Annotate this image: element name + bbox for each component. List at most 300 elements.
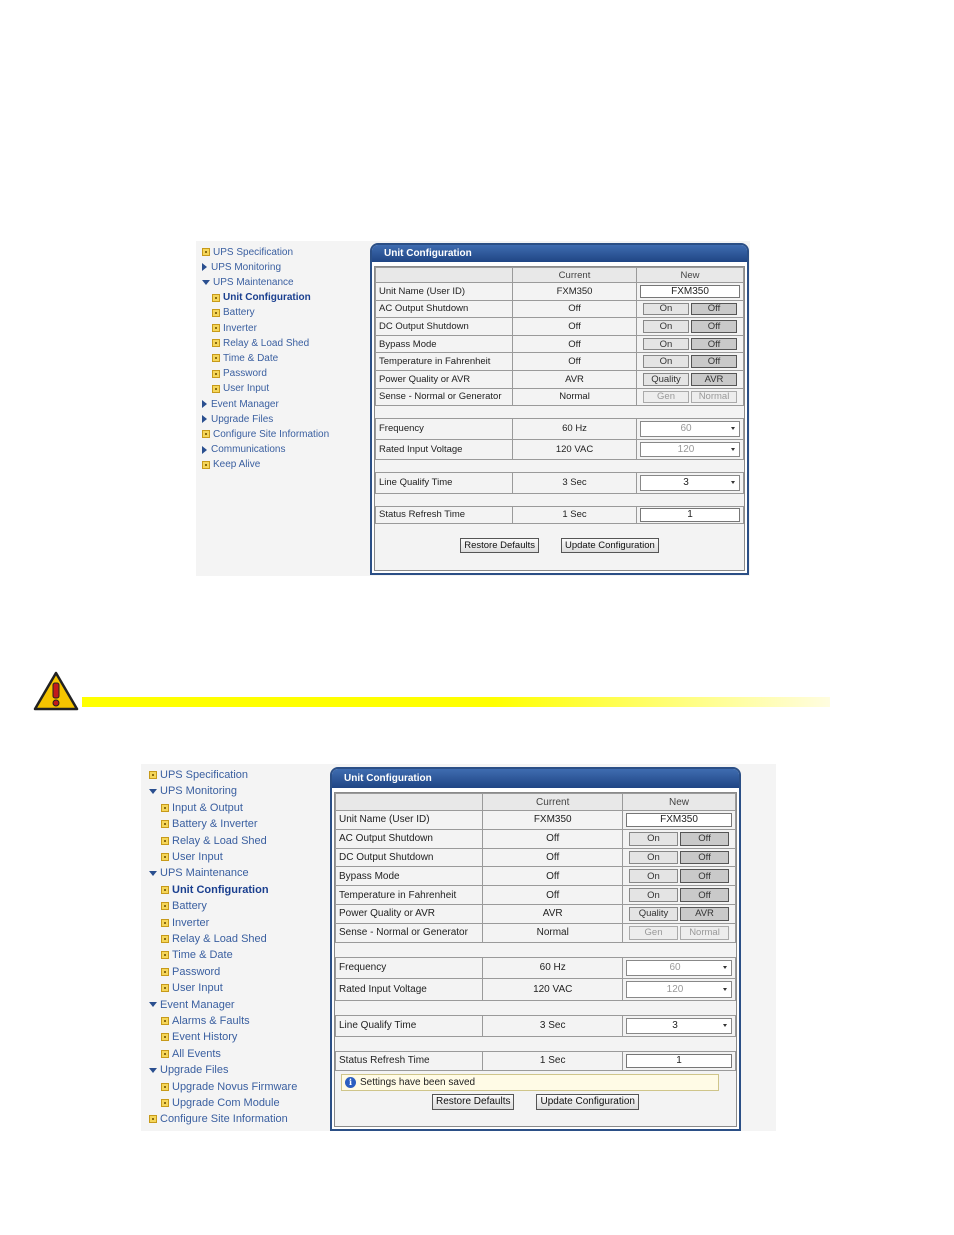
select-value: 120 — [677, 443, 695, 455]
config-table — [375, 267, 744, 524]
setting-label: Rated Input Voltage — [376, 439, 513, 460]
config-row-unit-name-user-id — [376, 283, 744, 301]
setting-label: Bypass Mode — [336, 867, 483, 886]
header-current: Current — [513, 268, 637, 283]
nav-item-label: UPS Specification — [213, 246, 294, 258]
nav-item-label: Relay & Load Shed — [223, 337, 310, 349]
config-form — [374, 266, 745, 571]
nav-item-ups-specification[interactable] — [202, 245, 293, 259]
setting-label: Temperature in Fahrenheit — [376, 353, 513, 371]
nav-item-label: All Events — [172, 1047, 221, 1060]
setting-label: Frequency — [336, 957, 483, 979]
nav-item-label: Password — [172, 965, 221, 978]
collapse-arrow-icon — [149, 871, 157, 876]
warning-bar — [82, 697, 830, 707]
config-row-frequency — [336, 957, 736, 979]
current-value: 1 Sec — [513, 506, 637, 524]
nav-item-label: Upgrade Novus Firmware — [172, 1080, 298, 1093]
setting-label: DC Output Shutdown — [336, 848, 483, 867]
page-bullet-icon — [212, 339, 220, 347]
nav-item-label: Time & Date — [223, 352, 279, 364]
nav-item-label: Upgrade Files — [211, 413, 274, 425]
setting-label: Status Refresh Time — [376, 506, 513, 524]
dropdown-arrow-icon — [723, 988, 727, 991]
setting-label: Status Refresh Time — [336, 1052, 483, 1071]
spacer-row — [336, 1037, 736, 1052]
update-configuration-button[interactable]: Update Configuration — [536, 1094, 639, 1110]
nav-item-label: Unit Configuration — [223, 292, 311, 304]
nav-item-label: Configure Site Information — [160, 1113, 288, 1126]
header-blank — [376, 268, 513, 283]
nav-item-label: Password — [223, 368, 267, 380]
spacer-cell — [336, 1037, 736, 1052]
value-select — [626, 981, 732, 998]
config-row-ac-output-shutdown — [336, 829, 736, 848]
current-value: Off — [513, 318, 637, 336]
config-row-sense-normal-or-generator — [336, 923, 736, 942]
toggle-group — [640, 355, 740, 368]
toggle-group — [626, 851, 732, 865]
nav-item-input-output[interactable] — [161, 801, 243, 815]
screenshot-2 — [141, 764, 776, 1131]
nav-item-time-date[interactable] — [161, 948, 233, 962]
nav-item-communications[interactable] — [202, 443, 285, 457]
current-value: Off — [483, 886, 623, 905]
on-toggle-button[interactable]: On — [643, 303, 689, 316]
nav-item-upgrade-files[interactable] — [149, 1063, 228, 1077]
nav-item-relay-load-shed[interactable] — [212, 336, 309, 350]
nav-item-label: User Input — [172, 982, 223, 995]
page-bullet-icon — [161, 968, 169, 976]
spacer-cell — [376, 493, 744, 506]
nav-item-ups-maintenance[interactable] — [149, 866, 249, 880]
config-row-unit-name-user-id — [336, 811, 736, 830]
nav-item-relay-load-shed[interactable] — [161, 834, 267, 848]
nav-item-user-input[interactable] — [161, 981, 223, 995]
new-value-cell — [623, 829, 736, 848]
config-row-line-qualify-time — [376, 473, 744, 494]
new-value-cell — [637, 318, 744, 336]
nav-item-label: Alarms & Faults — [172, 1015, 250, 1027]
nav-item-label: Communications — [211, 444, 286, 456]
config-row-status-refresh-time — [336, 1052, 736, 1071]
page-bullet-icon — [161, 919, 169, 927]
action-buttons — [335, 1094, 736, 1110]
off-toggle-button[interactable]: Off — [680, 888, 729, 902]
setting-label: Sense - Normal or Generator — [376, 388, 513, 406]
header-new: New — [623, 794, 736, 811]
new-value-cell — [637, 473, 744, 494]
dropdown-arrow-icon — [731, 427, 735, 430]
page-bullet-icon — [161, 951, 169, 959]
setting-label: Power Quality or AVR — [336, 904, 483, 923]
new-value-cell — [623, 904, 736, 923]
nav-item-upgrade-files[interactable] — [202, 412, 273, 426]
config-row-line-qualify-time — [336, 1015, 736, 1037]
status-message-text: Settings have been saved — [360, 1076, 476, 1088]
config-form — [334, 792, 737, 1127]
nav-item-upgrade-com-module[interactable] — [161, 1096, 280, 1110]
nav-item-upgrade-novus-firmware[interactable] — [161, 1080, 297, 1094]
current-value: AVR — [513, 370, 637, 388]
nav-item-label: UPS Maintenance — [160, 867, 249, 880]
unit-config-panel-1 — [370, 243, 749, 575]
select-value: 60 — [669, 962, 681, 974]
page-bullet-icon — [161, 1083, 169, 1091]
page-bullet-icon — [212, 294, 220, 302]
nav-item-battery[interactable] — [161, 899, 207, 913]
on-toggle-button[interactable]: On — [643, 355, 689, 368]
current-value: Normal — [483, 923, 623, 942]
nav-tree-1 — [202, 245, 367, 565]
nav-item-label: Configure Site Information — [213, 428, 330, 440]
off-toggle-button[interactable]: Off — [691, 303, 737, 316]
nav-item-inverter[interactable] — [212, 321, 257, 335]
page-bullet-icon — [161, 837, 169, 845]
page-bullet-icon — [212, 354, 220, 362]
nav-item-label: UPS Maintenance — [213, 276, 294, 288]
off-toggle-button[interactable]: Off — [691, 338, 737, 351]
nav-item-ups-maintenance[interactable] — [202, 275, 294, 289]
page-bullet-icon — [149, 771, 157, 779]
config-row-bypass-mode — [376, 335, 744, 353]
new-value-cell — [637, 335, 744, 353]
page-bullet-icon — [161, 853, 169, 861]
new-value-cell — [637, 283, 744, 301]
nav-item-label: Event Manager — [160, 998, 235, 1011]
nav-item-ups-monitoring[interactable] — [149, 784, 237, 798]
new-value-cell — [623, 979, 736, 1001]
nav-item-unit-configuration[interactable] — [161, 883, 269, 897]
nav-item-label: Relay & Load Shed — [172, 933, 267, 945]
page-bullet-icon — [161, 984, 169, 992]
nav-item-label: UPS Specification — [160, 769, 249, 781]
setting-label: Bypass Mode — [376, 335, 513, 353]
dropdown-arrow-icon — [731, 448, 735, 451]
toggle-group — [626, 907, 732, 921]
nav-item-label: Inverter — [172, 916, 210, 929]
action-buttons — [375, 538, 744, 553]
table-header-row — [336, 794, 736, 811]
nav-item-event-manager[interactable] — [202, 397, 279, 411]
collapse-arrow-icon — [149, 1068, 157, 1073]
avr-toggle-button[interactable]: AVR — [680, 907, 729, 921]
page-bullet-icon — [149, 1115, 157, 1123]
setting-label: Unit Name (User ID) — [376, 283, 513, 301]
dropdown-arrow-icon — [723, 966, 727, 969]
new-value-cell — [637, 419, 744, 440]
config-row-bypass-mode — [336, 867, 736, 886]
new-value-cell — [623, 1052, 736, 1071]
current-value: 3 Sec — [483, 1015, 623, 1037]
on-toggle-button[interactable]: On — [629, 851, 678, 865]
toggle-group — [640, 320, 740, 333]
current-value: Off — [513, 353, 637, 371]
header-current: Current — [483, 794, 623, 811]
collapse-arrow-icon — [149, 1002, 157, 1007]
toggle-group — [626, 926, 732, 940]
nav-item-unit-configuration[interactable] — [212, 291, 311, 305]
setting-label: AC Output Shutdown — [376, 300, 513, 318]
nav-item-label: Battery — [223, 307, 255, 319]
header-new: New — [637, 268, 744, 283]
current-value: Off — [483, 829, 623, 848]
setting-label: Power Quality or AVR — [376, 370, 513, 388]
new-value-cell — [637, 388, 744, 406]
new-value-cell — [623, 923, 736, 942]
setting-label: Temperature in Fahrenheit — [336, 886, 483, 905]
quality-toggle-button[interactable]: Quality — [629, 907, 678, 921]
setting-label: Rated Input Voltage — [336, 979, 483, 1001]
config-row-status-refresh-time — [376, 506, 744, 524]
info-icon: i — [345, 1077, 356, 1088]
off-toggle-button[interactable]: Off — [691, 320, 737, 333]
nav-item-all-events[interactable] — [161, 1047, 221, 1061]
setting-label: Line Qualify Time — [376, 473, 513, 494]
nav-item-label: Event History — [172, 1031, 238, 1044]
select-value: 3 — [683, 477, 689, 489]
current-value: Off — [483, 867, 623, 886]
nav-item-label: Inverter — [223, 322, 257, 334]
nav-item-event-manager[interactable] — [149, 998, 235, 1012]
page-bullet-icon — [212, 385, 220, 393]
gen-toggle-button: Gen — [643, 391, 689, 404]
on-toggle-button[interactable]: On — [643, 338, 689, 351]
off-toggle-button[interactable]: Off — [680, 832, 729, 846]
new-value-cell — [623, 811, 736, 830]
page-bullet-icon — [202, 430, 210, 438]
page-bullet-icon — [161, 804, 169, 812]
expand-arrow-icon — [202, 415, 207, 423]
spacer-row — [376, 460, 744, 473]
config-row-temperature-in-fahrenheit — [336, 886, 736, 905]
spacer-cell — [376, 406, 744, 419]
toggle-group — [640, 303, 740, 316]
page-bullet-icon — [161, 1017, 169, 1025]
nav-item-battery[interactable] — [212, 306, 255, 320]
spacer-cell — [336, 942, 736, 957]
setting-label: DC Output Shutdown — [376, 318, 513, 336]
setting-label: Frequency — [376, 419, 513, 440]
config-row-sense-normal-or-generator — [376, 388, 744, 406]
new-value-cell — [637, 439, 744, 460]
page-bullet-icon — [212, 370, 220, 378]
new-value-cell — [637, 300, 744, 318]
nav-item-label: User Input — [223, 383, 270, 395]
screenshot-1 — [196, 241, 750, 576]
header-blank — [336, 794, 483, 811]
nav-item-label: Time & Date — [172, 949, 233, 962]
nav-item-label: Unit Configuration — [172, 883, 269, 896]
page-bullet-icon — [212, 309, 220, 317]
current-value: 60 Hz — [513, 419, 637, 440]
panel-title: Unit Configuration — [372, 245, 747, 262]
status-message — [341, 1074, 719, 1091]
nav-item-label: Input & Output — [172, 801, 243, 814]
new-value-input[interactable]: FXM350 — [640, 285, 740, 299]
page-bullet-icon — [161, 1050, 169, 1058]
config-row-temperature-in-fahrenheit — [376, 353, 744, 371]
current-value: 120 VAC — [513, 439, 637, 460]
restore-defaults-button[interactable]: Restore Defaults — [460, 538, 539, 553]
config-row-frequency — [376, 419, 744, 440]
page-bullet-icon — [161, 886, 169, 894]
new-value-cell — [637, 370, 744, 388]
new-value-cell — [637, 506, 744, 524]
setting-label: AC Output Shutdown — [336, 829, 483, 848]
config-row-power-quality-or-avr — [376, 370, 744, 388]
normal-toggle-button: Normal — [680, 926, 729, 940]
off-toggle-button[interactable]: Off — [680, 851, 729, 865]
nav-item-battery-inverter[interactable] — [161, 817, 258, 831]
update-configuration-button[interactable]: Update Configuration — [561, 538, 659, 553]
collapse-arrow-icon — [202, 280, 210, 285]
expand-arrow-icon — [202, 263, 207, 271]
current-value: Off — [513, 300, 637, 318]
new-value-input[interactable]: 1 — [626, 1054, 732, 1069]
current-value: FXM350 — [513, 283, 637, 301]
nav-item-label: User Input — [172, 851, 223, 863]
nav-item-user-input[interactable] — [212, 382, 269, 396]
page-bullet-icon — [161, 1099, 169, 1107]
nav-item-ups-specification[interactable] — [149, 768, 248, 782]
nav-item-event-history[interactable] — [161, 1030, 237, 1044]
off-toggle-button[interactable]: Off — [691, 355, 737, 368]
select-value: 3 — [672, 1020, 678, 1032]
config-row-dc-output-shutdown — [376, 318, 744, 336]
panel-title: Unit Configuration — [332, 769, 739, 788]
value-select — [640, 421, 740, 437]
new-value-cell — [623, 848, 736, 867]
toggle-group — [626, 832, 732, 846]
page-bullet-icon — [212, 324, 220, 332]
nav-item-inverter[interactable] — [161, 916, 209, 930]
table-header-row — [376, 268, 744, 283]
new-value-input[interactable]: FXM350 — [626, 813, 732, 828]
spacer-row — [336, 1000, 736, 1015]
unit-config-panel-2 — [330, 767, 741, 1131]
nav-item-relay-load-shed[interactable] — [161, 932, 267, 946]
toggle-group — [640, 338, 740, 351]
value-select — [626, 960, 732, 977]
nav-item-label: Event Manager — [211, 398, 279, 410]
current-value: Off — [483, 848, 623, 867]
nav-item-label: Battery — [172, 900, 207, 913]
current-value: 3 Sec — [513, 473, 637, 494]
collapse-arrow-icon — [149, 789, 157, 794]
page-bullet-icon — [161, 935, 169, 943]
off-toggle-button[interactable]: Off — [680, 869, 729, 883]
current-value: 120 VAC — [483, 979, 623, 1001]
nav-item-label: Upgrade Files — [160, 1064, 229, 1077]
config-row-dc-output-shutdown — [336, 848, 736, 867]
on-toggle-button[interactable]: On — [643, 320, 689, 333]
nav-item-label: Battery & Inverter — [172, 818, 258, 831]
value-select[interactable] — [626, 1018, 732, 1035]
nav-item-password[interactable] — [161, 965, 220, 979]
current-value: Normal — [513, 388, 637, 406]
value-select — [640, 442, 740, 458]
toggle-group — [626, 888, 732, 902]
gen-toggle-button: Gen — [629, 926, 678, 940]
nav-item-label: UPS Monitoring — [211, 261, 282, 273]
nav-item-label: Upgrade Com Module — [172, 1097, 280, 1109]
current-value: AVR — [483, 904, 623, 923]
config-row-rated-input-voltage — [336, 979, 736, 1001]
nav-item-alarms-faults[interactable] — [161, 1014, 250, 1028]
current-value: 60 Hz — [483, 957, 623, 979]
nav-item-password[interactable] — [212, 367, 267, 381]
toggle-group — [626, 869, 732, 883]
restore-defaults-button[interactable]: Restore Defaults — [432, 1094, 514, 1110]
quality-toggle-button[interactable]: Quality — [643, 373, 689, 386]
expand-arrow-icon — [202, 400, 207, 408]
nav-item-label: Keep Alive — [213, 459, 261, 471]
current-value: Off — [513, 335, 637, 353]
dropdown-arrow-icon — [731, 481, 735, 484]
spacer-row — [336, 942, 736, 957]
setting-label: Sense - Normal or Generator — [336, 923, 483, 942]
on-toggle-button[interactable]: On — [629, 888, 678, 902]
config-row-ac-output-shutdown — [376, 300, 744, 318]
normal-toggle-button: Normal — [691, 391, 737, 404]
config-row-power-quality-or-avr — [336, 904, 736, 923]
setting-label: Line Qualify Time — [336, 1015, 483, 1037]
page-bullet-icon — [202, 461, 210, 469]
select-value: 120 — [666, 983, 684, 995]
setting-label: Unit Name (User ID) — [336, 811, 483, 830]
nav-tree-2 — [149, 768, 329, 1128]
nav-item-label: Relay & Load Shed — [172, 834, 267, 847]
current-value: FXM350 — [483, 811, 623, 830]
page-bullet-icon — [202, 248, 210, 256]
nav-item-ups-monitoring[interactable] — [202, 260, 281, 274]
expand-arrow-icon — [202, 446, 207, 454]
nav-item-configure-site-information[interactable] — [149, 1112, 288, 1126]
select-value: 60 — [680, 423, 692, 435]
on-toggle-button[interactable]: On — [629, 869, 678, 883]
nav-item-user-input[interactable] — [161, 850, 223, 864]
current-value: 1 Sec — [483, 1052, 623, 1071]
nav-item-label: UPS Monitoring — [160, 785, 238, 798]
on-toggle-button[interactable]: On — [629, 832, 678, 846]
spacer-row — [376, 406, 744, 419]
new-value-cell — [623, 867, 736, 886]
new-value-cell — [623, 1015, 736, 1037]
new-value-cell — [637, 353, 744, 371]
value-select[interactable] — [640, 475, 740, 491]
avr-toggle-button[interactable]: AVR — [691, 373, 737, 386]
new-value-cell — [623, 886, 736, 905]
config-row-rated-input-voltage — [376, 439, 744, 460]
caution-triangle-icon — [33, 671, 79, 711]
spacer-cell — [376, 460, 744, 473]
nav-item-time-date[interactable] — [212, 351, 278, 365]
nav-item-configure-site-information[interactable] — [202, 427, 329, 441]
spacer-row — [376, 493, 744, 506]
page-bullet-icon — [161, 820, 169, 828]
page-bullet-icon — [161, 902, 169, 910]
page-bullet-icon — [161, 1033, 169, 1041]
toggle-group — [640, 391, 740, 404]
dropdown-arrow-icon — [723, 1024, 727, 1027]
config-table — [335, 793, 736, 1071]
spacer-cell — [336, 1000, 736, 1015]
nav-item-keep-alive[interactable] — [202, 458, 260, 472]
new-value-input[interactable]: 1 — [640, 508, 740, 522]
toggle-group — [640, 373, 740, 386]
new-value-cell — [623, 957, 736, 979]
